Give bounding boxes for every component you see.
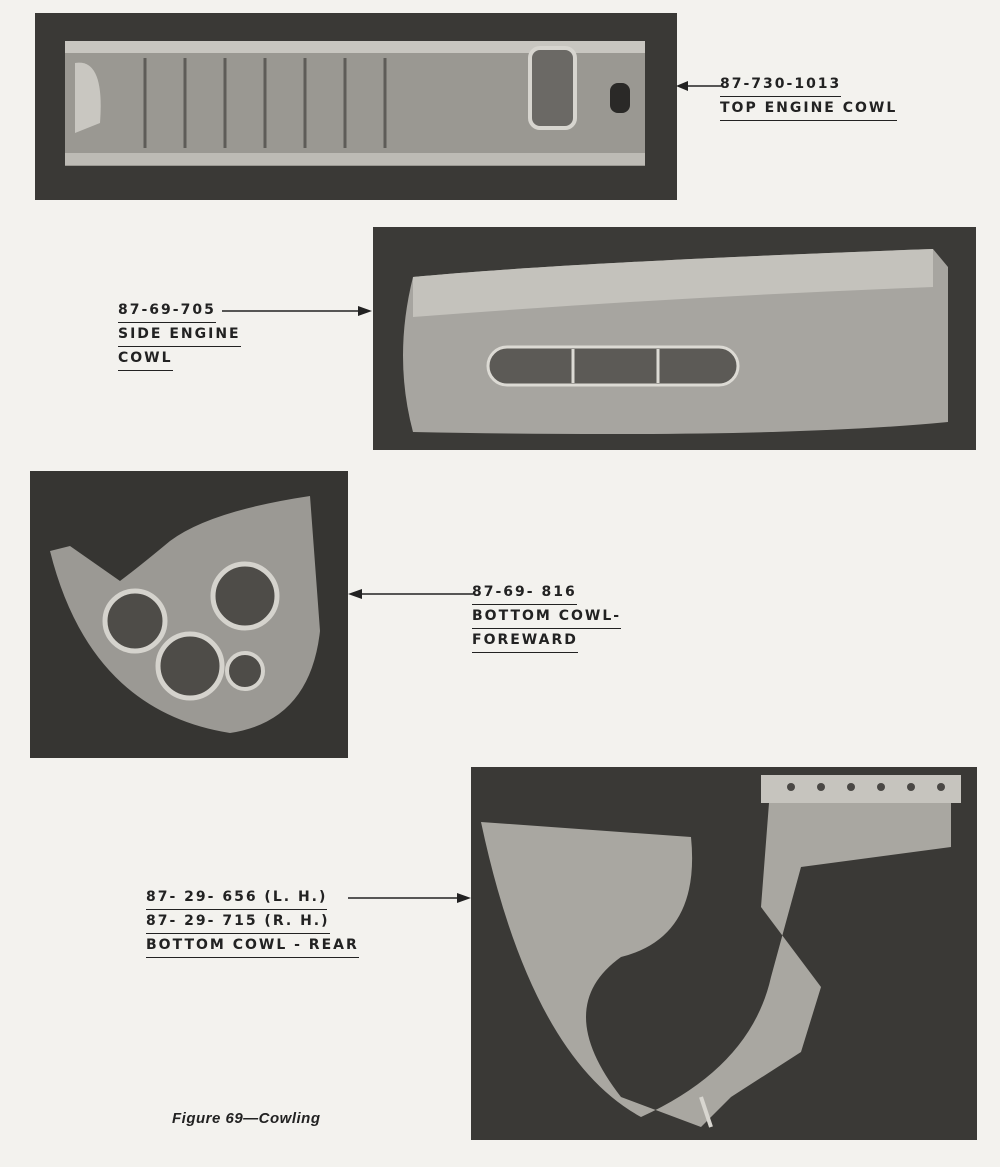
side-engine-cowl-photo — [373, 227, 976, 450]
part-number-lh: 87- 29- 656 (L. H.) — [146, 886, 327, 910]
part-name-line-2: COWL — [118, 347, 173, 371]
bottom-cowl-foreward-photo — [30, 471, 348, 758]
bottom-cowl-foreward-label — [472, 581, 621, 653]
side-cowl-arrow — [222, 303, 372, 319]
part-number-rh: 87- 29- 715 (R. H.) — [146, 910, 330, 934]
part-number: 87-730-1013 — [720, 73, 841, 97]
bottom-rear-arrow — [348, 890, 471, 906]
part-number: 87-69- 816 — [472, 581, 577, 605]
bottom-cowl-rear-label — [146, 886, 359, 958]
part-name-line-2: FOREWARD — [472, 629, 578, 653]
top-engine-cowl-photo — [35, 13, 677, 200]
bottom-cowl-rear-photo — [471, 767, 977, 1140]
part-number: 87-69-705 — [118, 299, 216, 323]
part-name: BOTTOM COWL - REAR — [146, 934, 359, 958]
figure-caption: Figure 69—Cowling — [172, 1110, 321, 1127]
top-cowl-arrow — [676, 78, 721, 94]
bottom-foreward-arrow — [348, 586, 473, 602]
part-name-line-1: BOTTOM COWL- — [472, 605, 621, 629]
part-name-line-1: SIDE ENGINE — [118, 323, 241, 347]
part-name: TOP ENGINE COWL — [720, 97, 897, 121]
top-engine-cowl-label — [720, 73, 897, 121]
